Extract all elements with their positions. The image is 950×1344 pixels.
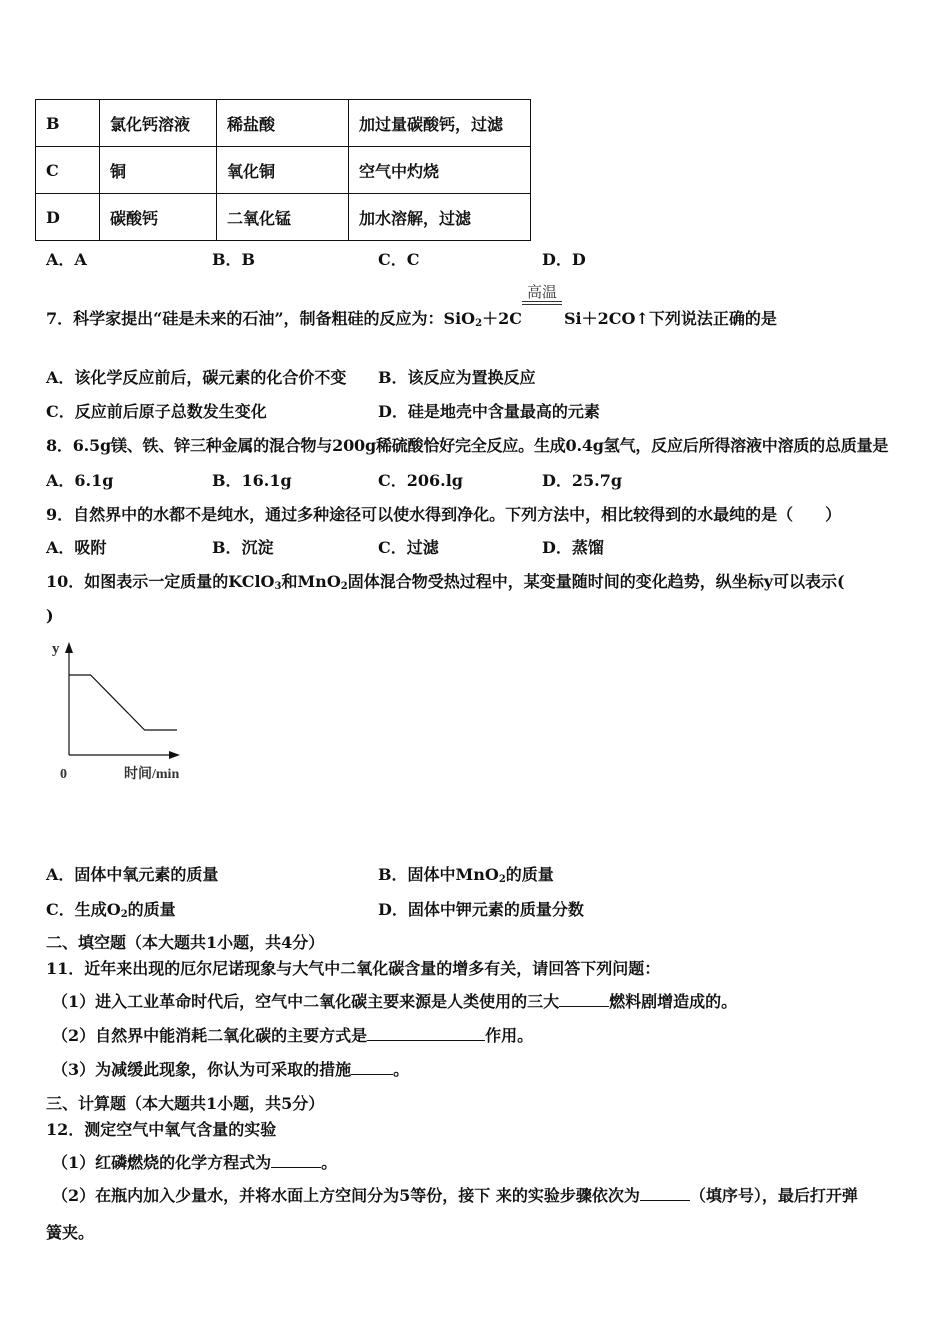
q12-part2: （2）在瓶内加入少量水，并将水面上方空间分为5等份，接下 来的实验步骤依次为 （填序号），最后打开弹 <box>52 1186 858 1205</box>
series-line <box>69 675 177 730</box>
answer-blank[interactable] <box>367 1026 485 1041</box>
section-heading: 二、填空题（本大题共1小题，共4分） <box>46 933 325 952</box>
origin-label: 0 <box>60 767 67 782</box>
reaction-condition: 高温 <box>526 283 557 301</box>
q9-stem: 9．自然界中的水都不是纯水，通过多种途径可以使水得到净化。下列方法中，相比较得到的水最纯的是（ ） <box>46 505 842 524</box>
substance-cell: 氯化钙溶液 <box>100 100 217 147</box>
q9-option-c: C．过滤 <box>378 538 439 557</box>
equation-line-bottom <box>522 304 562 305</box>
q11-part1: （1）进入工业革命时代后，空气中二氧化碳主要来源是人类使用的三大 燃料剧增造成的。 <box>52 992 738 1011</box>
q6-option-a: A．A <box>46 250 87 269</box>
q11-stem: 11．近年来出现的厄尔尼诺现象与大气中二氧化碳含量的增多有关，请回答下列问题： <box>46 959 661 978</box>
impurity-cell: 二氧化锰 <box>217 194 349 241</box>
row-label: D <box>36 194 100 241</box>
table-row <box>36 100 531 147</box>
q9-option-d: D．蒸馏 <box>542 538 604 557</box>
substance-cell: 铜 <box>100 147 217 194</box>
q10-option-b: B．固体中MnO$_2$的质量 <box>378 865 554 885</box>
answer-blank[interactable] <box>271 1153 321 1168</box>
q8-option-a: A．6.1g <box>46 471 114 490</box>
q11-part2: （2）自然界中能消耗二氧化碳的主要方式是 作用。 <box>52 1026 534 1045</box>
x-axis-label: 时间/min <box>124 767 180 782</box>
q7-option-c: C．反应前后原子总数发生变化 <box>46 402 267 421</box>
q8-option-d: D．25.7g <box>542 471 623 490</box>
q12-part1: （1）红磷燃烧的化学方程式为 。 <box>52 1153 338 1172</box>
equation-line-top <box>522 301 562 302</box>
y-axis-arrow-icon <box>65 642 73 653</box>
method-cell: 加过量碳酸钙，过滤 <box>349 100 531 147</box>
q10-stem: 10．如图表示一定质量的KClO$_3$和MnO$_2$固体混合物受热过程中，某变量随时间的变化趋势，纵坐标y可以表示( <box>46 572 845 592</box>
q10-option-d: D．固体中钾元素的质量分数 <box>378 900 584 919</box>
y-axis-label: y <box>52 641 60 657</box>
table-row <box>36 147 531 194</box>
answer-blank[interactable] <box>640 1186 690 1201</box>
q10-stem-end: ) <box>46 606 54 625</box>
row-label: C <box>36 147 100 194</box>
q7-stem-right: Si＋2CO↑下列说法正确的是 <box>564 309 777 328</box>
q8-option-b: B．16.1g <box>212 471 292 490</box>
q8-option-c: C．206.lg <box>378 471 463 490</box>
substance-cell: 碳酸钙 <box>100 194 217 241</box>
table-row <box>36 194 531 241</box>
impurity-cell: 氧化铜 <box>217 147 349 194</box>
q12-part2-continued: 簧夹。 <box>46 1223 95 1242</box>
q6-option-d: D．D <box>542 250 586 269</box>
q11-part3: （3）为减缓此现象，你认为可采取的措施 。 <box>52 1060 410 1079</box>
q7-stem-left: 7．科学家提出“硅是未来的石油”，制备粗硅的反应为：SiO$_2$＋2C <box>46 309 522 329</box>
q10-option-c: C．生成$O_2$的质量 <box>46 900 176 920</box>
x-axis-arrow-icon <box>169 751 180 759</box>
q9-option-b: B．沉淀 <box>212 538 274 557</box>
q9-option-a: A．吸附 <box>46 538 107 557</box>
q8-stem: 8．6.5g镁、铁、锌三种金属的混合物与200g稀硫酸恰好完全反应。生成0.4g氢气，反应后所得溶液中溶质的总质量是 <box>46 436 889 455</box>
answer-blank[interactable] <box>351 1060 393 1075</box>
section-heading: 三、计算题（本大题共1小题，共5分） <box>46 1094 325 1113</box>
q10-graph <box>40 633 210 793</box>
q7-option-a: A．该化学反应前后，碳元素的化合价不变 <box>46 368 347 387</box>
q6-option-c: C．C <box>378 250 420 269</box>
q12-stem: 12．测定空气中氧气含量的实验 <box>46 1120 277 1139</box>
q10-option-a: A．固体中氧元素的质量 <box>46 865 219 884</box>
answer-blank[interactable] <box>559 992 609 1007</box>
method-cell: 加水溶解，过滤 <box>349 194 531 241</box>
q6-option-b: B．B <box>212 250 256 269</box>
q7-option-b: B．该反应为置换反应 <box>378 368 536 387</box>
method-cell: 空气中灼烧 <box>349 147 531 194</box>
q7-option-d: D．硅是地壳中含量最高的元素 <box>378 402 600 421</box>
row-label: B <box>36 100 100 147</box>
impurity-cell: 稀盐酸 <box>217 100 349 147</box>
option-table <box>35 99 531 241</box>
